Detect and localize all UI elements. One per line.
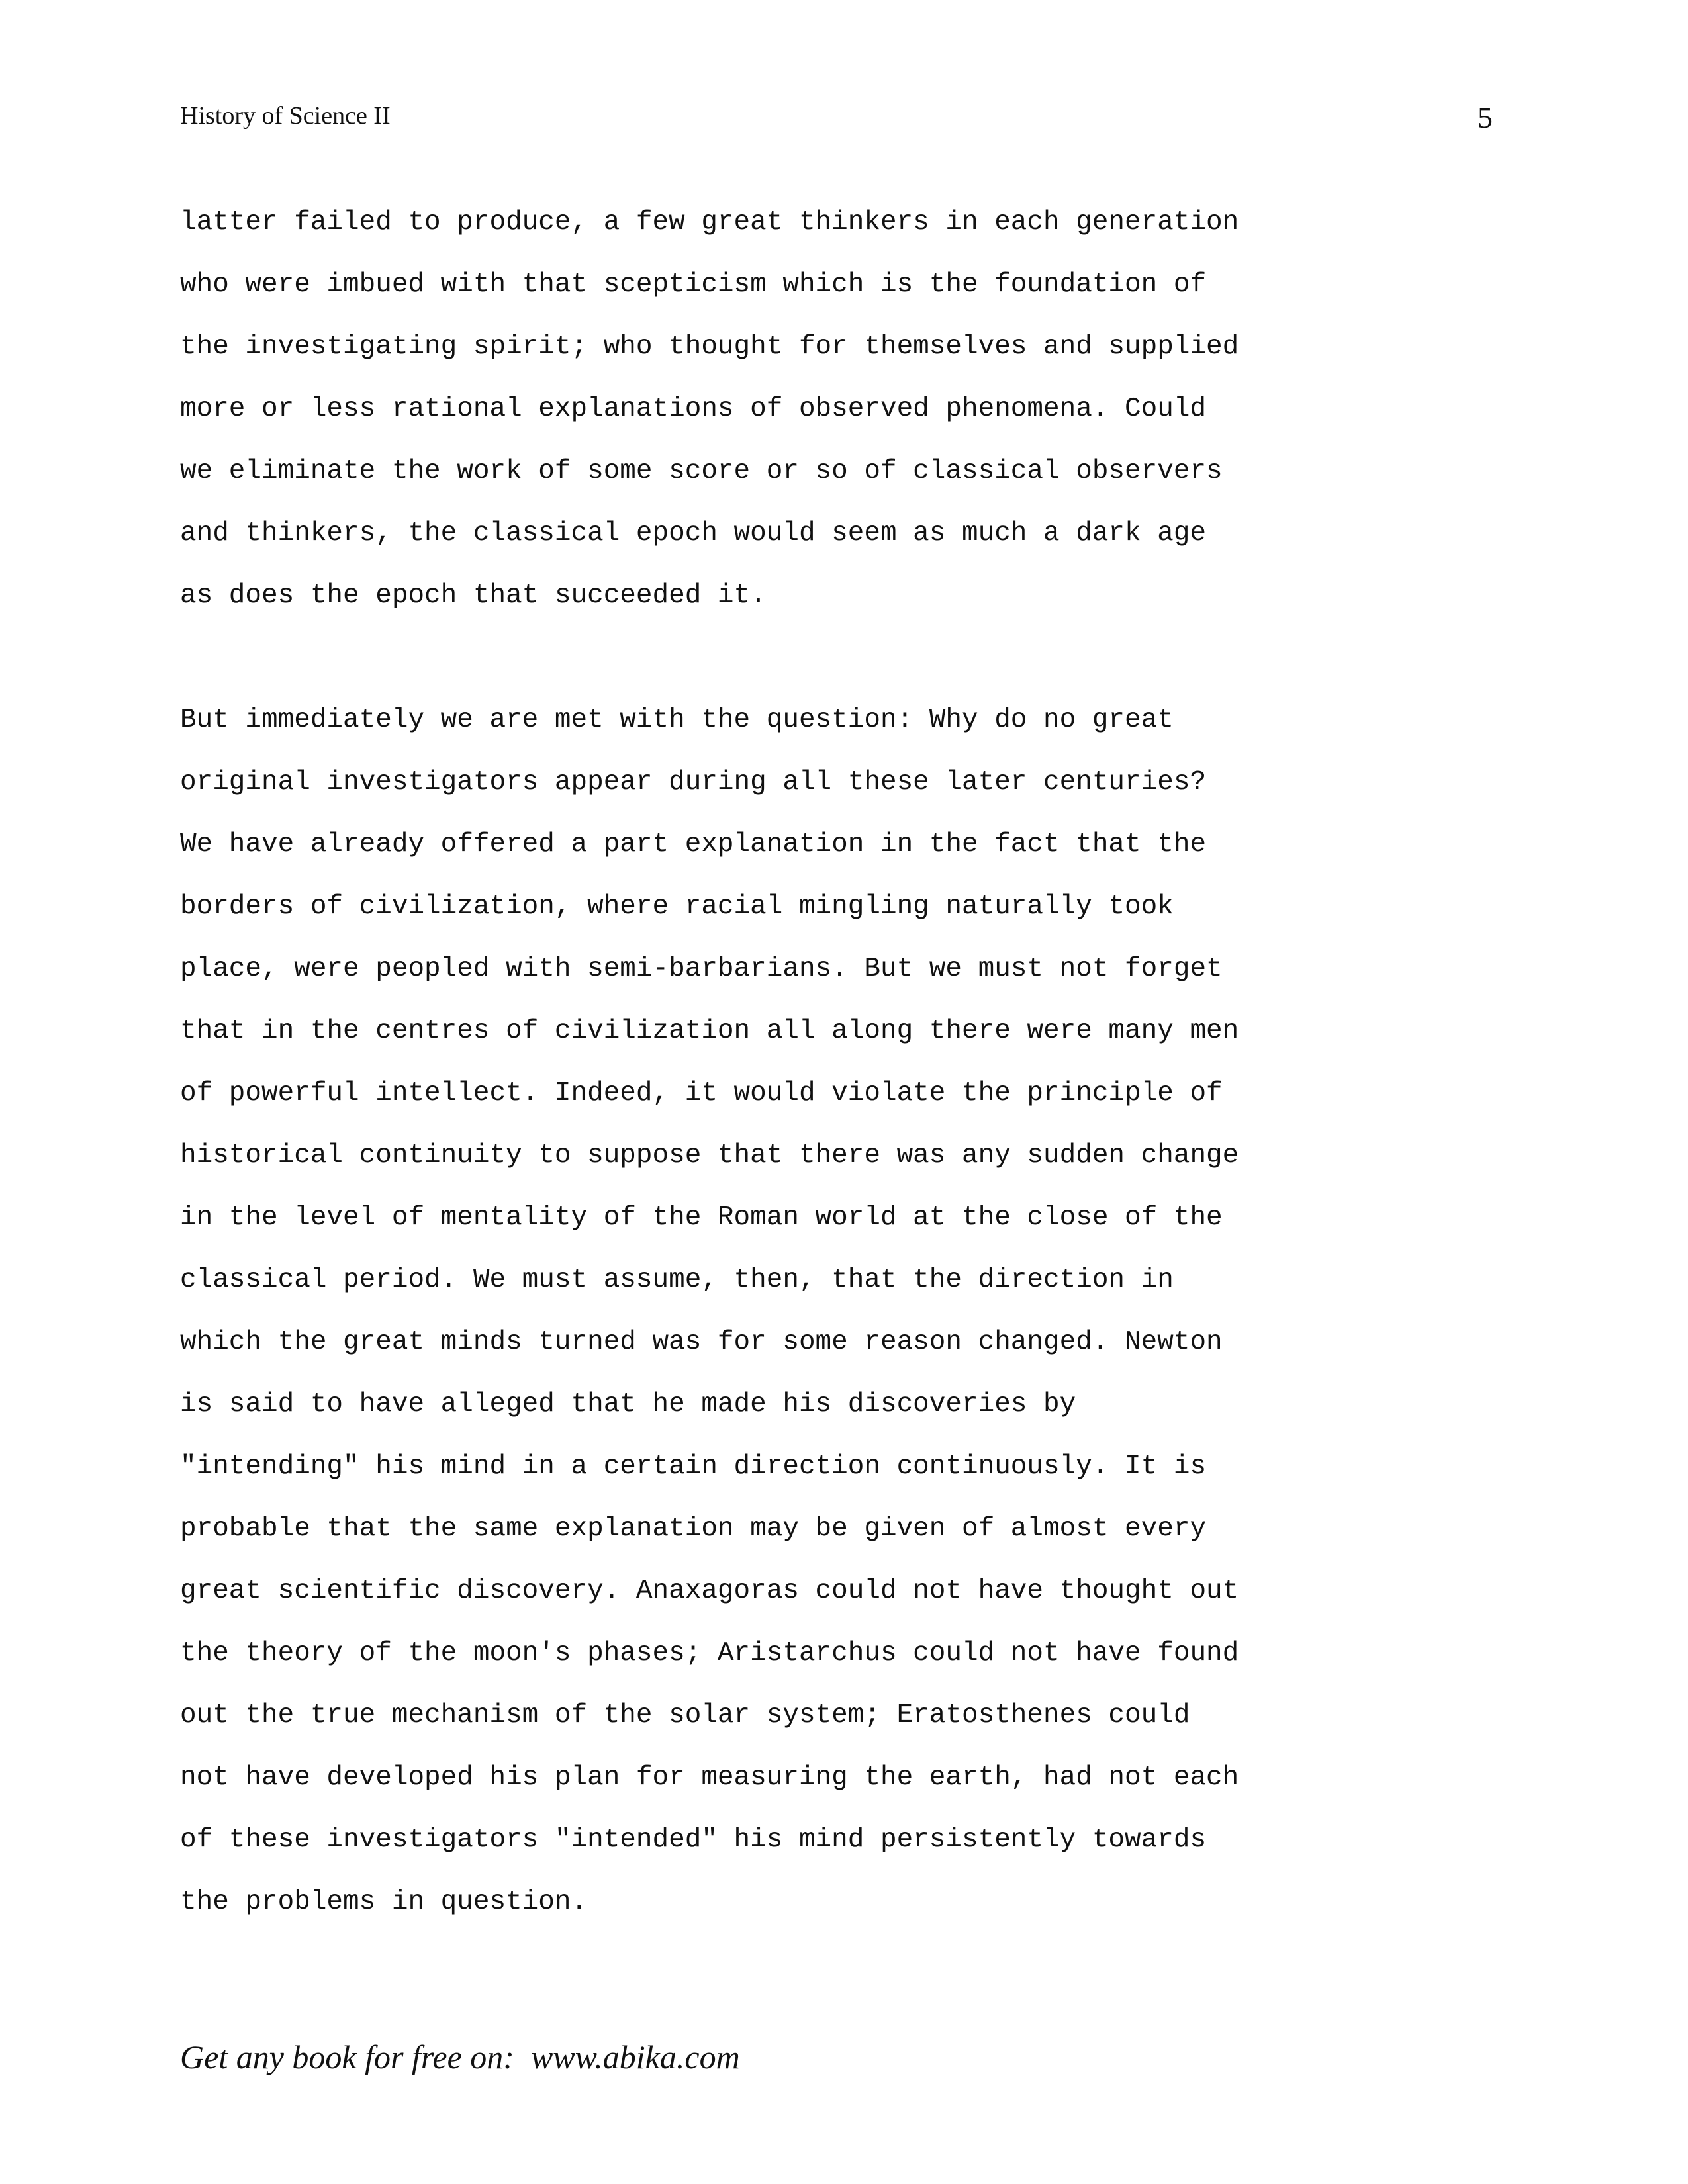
text-line: out the true mechanism of the solar system; Eratosthenes could: [180, 1700, 1190, 1731]
text-line: not have developed his plan for measuring the earth, had not each: [180, 1762, 1239, 1793]
text-line: more or less rational explanations of observed phenomena. Could: [180, 394, 1207, 424]
text-line: the problems in question.: [180, 1887, 588, 1917]
body-text: [180, 191, 1477, 1933]
text-line: and thinkers, the classical epoch would seem as much a dark age: [180, 518, 1207, 549]
text-line: great scientific discovery. Anaxagoras could not have thought out: [180, 1576, 1239, 1606]
text-line: But immediately we are met with the question: Why do no great: [180, 705, 1174, 735]
text-line: historical continuity to suppose that there was any sudden change: [180, 1140, 1239, 1171]
text-line: borders of civilization, where racial mingling naturally took: [180, 891, 1174, 922]
text-line: is said to have alleged that he made his discoveries by: [180, 1389, 1076, 1420]
running-header-title: History of Science II: [180, 102, 391, 130]
text-line: of powerful intellect. Indeed, it would violate the principle of: [180, 1078, 1223, 1109]
text-line: latter failed to produce, a few great thinkers in each generation: [180, 207, 1239, 238]
text-line: in the level of mentality of the Roman world at the close of the: [180, 1203, 1223, 1233]
text-line: "intending" his mind in a certain direction continuously. It is: [180, 1451, 1207, 1482]
text-line: which the great minds turned was for some reason changed. Newton: [180, 1327, 1223, 1357]
text-line: classical period. We must assume, then, that the direction in: [180, 1265, 1174, 1295]
text-line: the investigating spirit; who thought for themselves and supplied: [180, 332, 1239, 362]
text-line: original investigators appear during all these later centuries?: [180, 767, 1207, 797]
text-line: place, were peopled with semi-barbarians. But we must not forget: [180, 954, 1223, 984]
text-line: that in the centres of civilization all along there were many men: [180, 1016, 1239, 1046]
text-line: the theory of the moon's phases; Aristarchus could not have found: [180, 1638, 1239, 1668]
text-line: We have already offered a part explanation in the fact that the: [180, 829, 1207, 860]
text-line: who were imbued with that scepticism which is the foundation of: [180, 269, 1207, 300]
footer-promo-text: Get any book for free on: www.abika.com: [180, 2038, 740, 2075]
text-line: as does the epoch that succeeded it.: [180, 580, 767, 611]
paragraph-2: [180, 689, 1477, 1933]
text-line: of these investigators "intended" his mind persistently towards: [180, 1825, 1207, 1855]
page-number: 5: [1477, 101, 1493, 134]
text-line: probable that the same explanation may be given of almost every: [180, 1514, 1207, 1544]
text-line: we eliminate the work of some score or so of classical observers: [180, 456, 1223, 486]
paragraph-1: [180, 191, 1477, 627]
